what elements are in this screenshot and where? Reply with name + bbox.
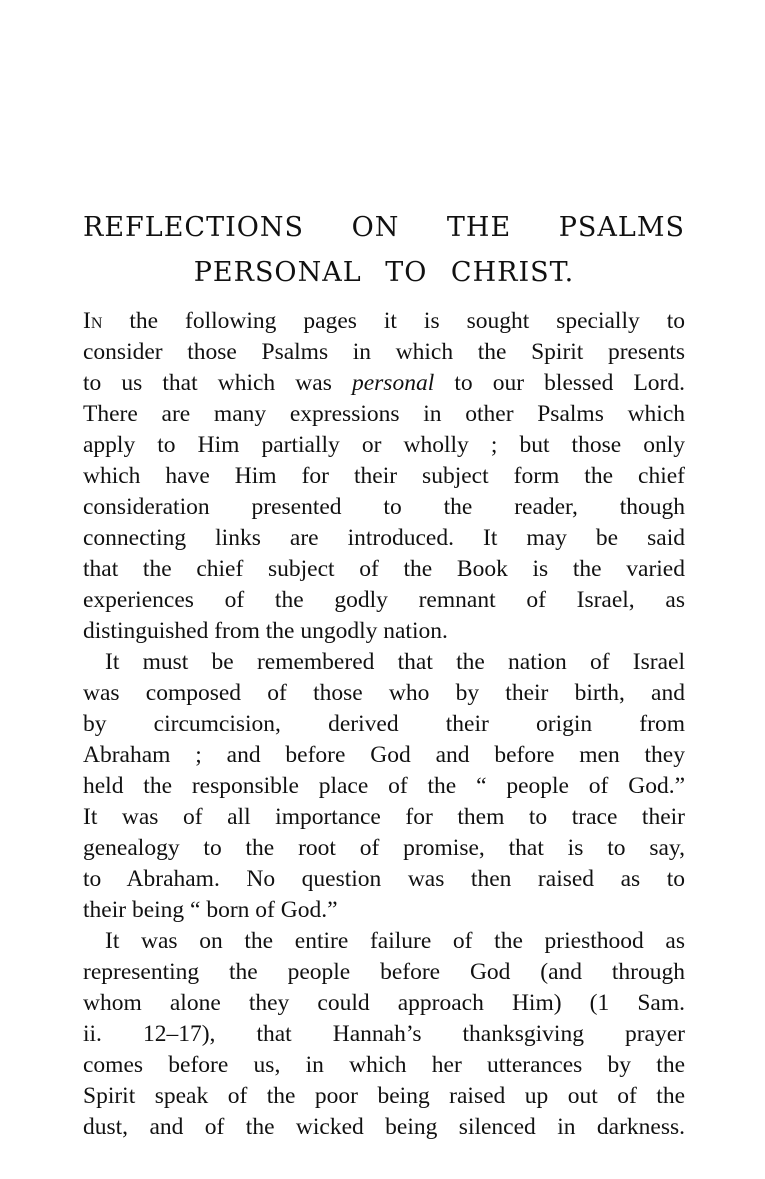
text-line: held the responsible place of the “ people of God.” xyxy=(83,773,685,799)
text-line: apply to Him partially or wholly ; but those only xyxy=(83,432,685,458)
text-line: connecting links are introduced. It may be said xyxy=(83,525,685,551)
text-line: to Abraham. No question was then raised as to xyxy=(83,866,685,892)
text-line: It must be remembered that the nation of Israel xyxy=(105,649,685,675)
text-line: distinguished from the ungodly nation. xyxy=(83,618,448,644)
text-line: to us that which was personal to our blessed Lord. xyxy=(83,370,686,396)
text-line: genealogy to the root of promise, that is to say, xyxy=(83,835,685,861)
text-line: their being “ born of God.” xyxy=(83,897,338,923)
text-line: that the chief subject of the Book is the varied xyxy=(83,556,685,582)
text-line: It was on the entire failure of the priesthood as xyxy=(105,928,685,954)
text-line: ii. 12–17), that Hannah’s thanksgiving prayer xyxy=(83,1021,685,1047)
chapter-title-line-1: REFLECTIONS ON THE PSALMS xyxy=(83,212,685,243)
text-line: In the following pages it is sought specially to xyxy=(83,308,685,334)
text-line: Spirit speak of the poor being raised up out of the xyxy=(83,1083,685,1109)
text-line: There are many expressions in other Psalms which xyxy=(83,401,685,427)
text-line: comes before us, in which her utterances by the xyxy=(83,1052,685,1078)
text-line: Abraham ; and before God and before men they xyxy=(83,742,685,768)
text-line: consideration presented to the reader, though xyxy=(83,494,685,520)
body-text xyxy=(83,306,685,1143)
text-line: which have Him for their subject form the chief xyxy=(83,463,685,489)
text-line: by circumcision, derived their origin from xyxy=(83,711,685,737)
text-line: consider those Psalms in which the Spirit presents xyxy=(83,339,685,365)
text-line: was composed of those who by their birth, and xyxy=(83,680,685,706)
text-line: It was of all importance for them to trace their xyxy=(83,804,685,830)
text-line: whom alone they could approach Him) (1 Sam. xyxy=(83,990,685,1016)
text-line: dust, and of the wicked being silenced in darkness. xyxy=(83,1114,685,1140)
text-line: representing the people before God (and through xyxy=(83,959,685,985)
chapter-title-line-2: PERSONAL TO CHRIST. xyxy=(193,257,575,288)
text-line: experiences of the godly remnant of Israel, as xyxy=(83,587,685,613)
